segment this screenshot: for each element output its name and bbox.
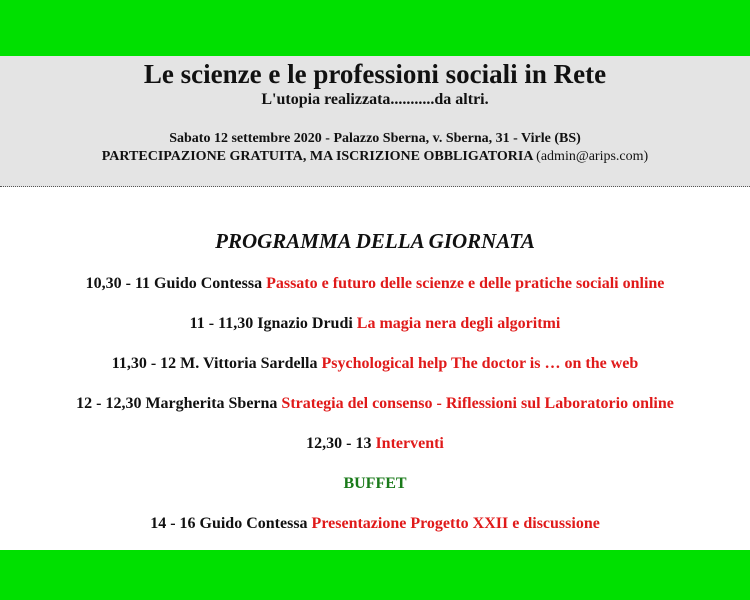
item-time-speaker: 10,30 - 11 Guido Contessa	[85, 275, 263, 292]
event-info: Sabato 12 settembre 2020 - Palazzo Sberna, v. Sberna, 31 - Virle (BS)	[169, 131, 581, 146]
item-topic: Presentazione Progetto XXII e discussione	[311, 515, 600, 532]
registration-notice	[0, 148, 750, 166]
page-title: Le scienze e le professioni sociali in Rete	[143, 59, 607, 89]
item-topic: Passato e futuro delle scienze e delle pratiche sociali online	[266, 275, 665, 292]
top-green-band	[0, 0, 750, 56]
item-time-speaker: 11 - 11,30 Ignazio Drudi	[189, 315, 353, 332]
header	[0, 56, 750, 187]
item-topic: Interventi	[375, 435, 444, 452]
item-topic: Strategia del consenso - Riflessioni sul Laboratorio online	[281, 395, 674, 412]
item-topic: Psychological help The doctor is … on the web	[321, 355, 639, 372]
program-item	[0, 514, 750, 534]
bottom-green-band	[0, 550, 750, 600]
program-item	[0, 394, 750, 414]
item-time-speaker: 12,30 - 13	[306, 435, 372, 452]
contact-email: (admin@arips.com)	[536, 149, 649, 164]
item-time-speaker: 12 - 12,30 Margherita Sberna	[76, 395, 278, 412]
program-item	[0, 434, 750, 454]
program-item	[0, 274, 750, 294]
buffet-label: BUFFET	[343, 475, 407, 492]
program-title: PROGRAMMA DELLA GIORNATA	[215, 229, 535, 253]
item-time-speaker: 14 - 16 Guido Contessa	[150, 515, 308, 532]
program-item	[0, 354, 750, 374]
item-topic: La magia nera degli algoritmi	[356, 315, 561, 332]
registration-text: PARTECIPAZIONE GRATUITA, MA ISCRIZIONE OBBLIGATORIA	[101, 149, 533, 164]
item-time-speaker: 11,30 - 12 M. Vittoria Sardella	[111, 355, 318, 372]
program-item	[0, 314, 750, 334]
page-subtitle: L'utopia realizzata...........da altri.	[261, 91, 489, 108]
